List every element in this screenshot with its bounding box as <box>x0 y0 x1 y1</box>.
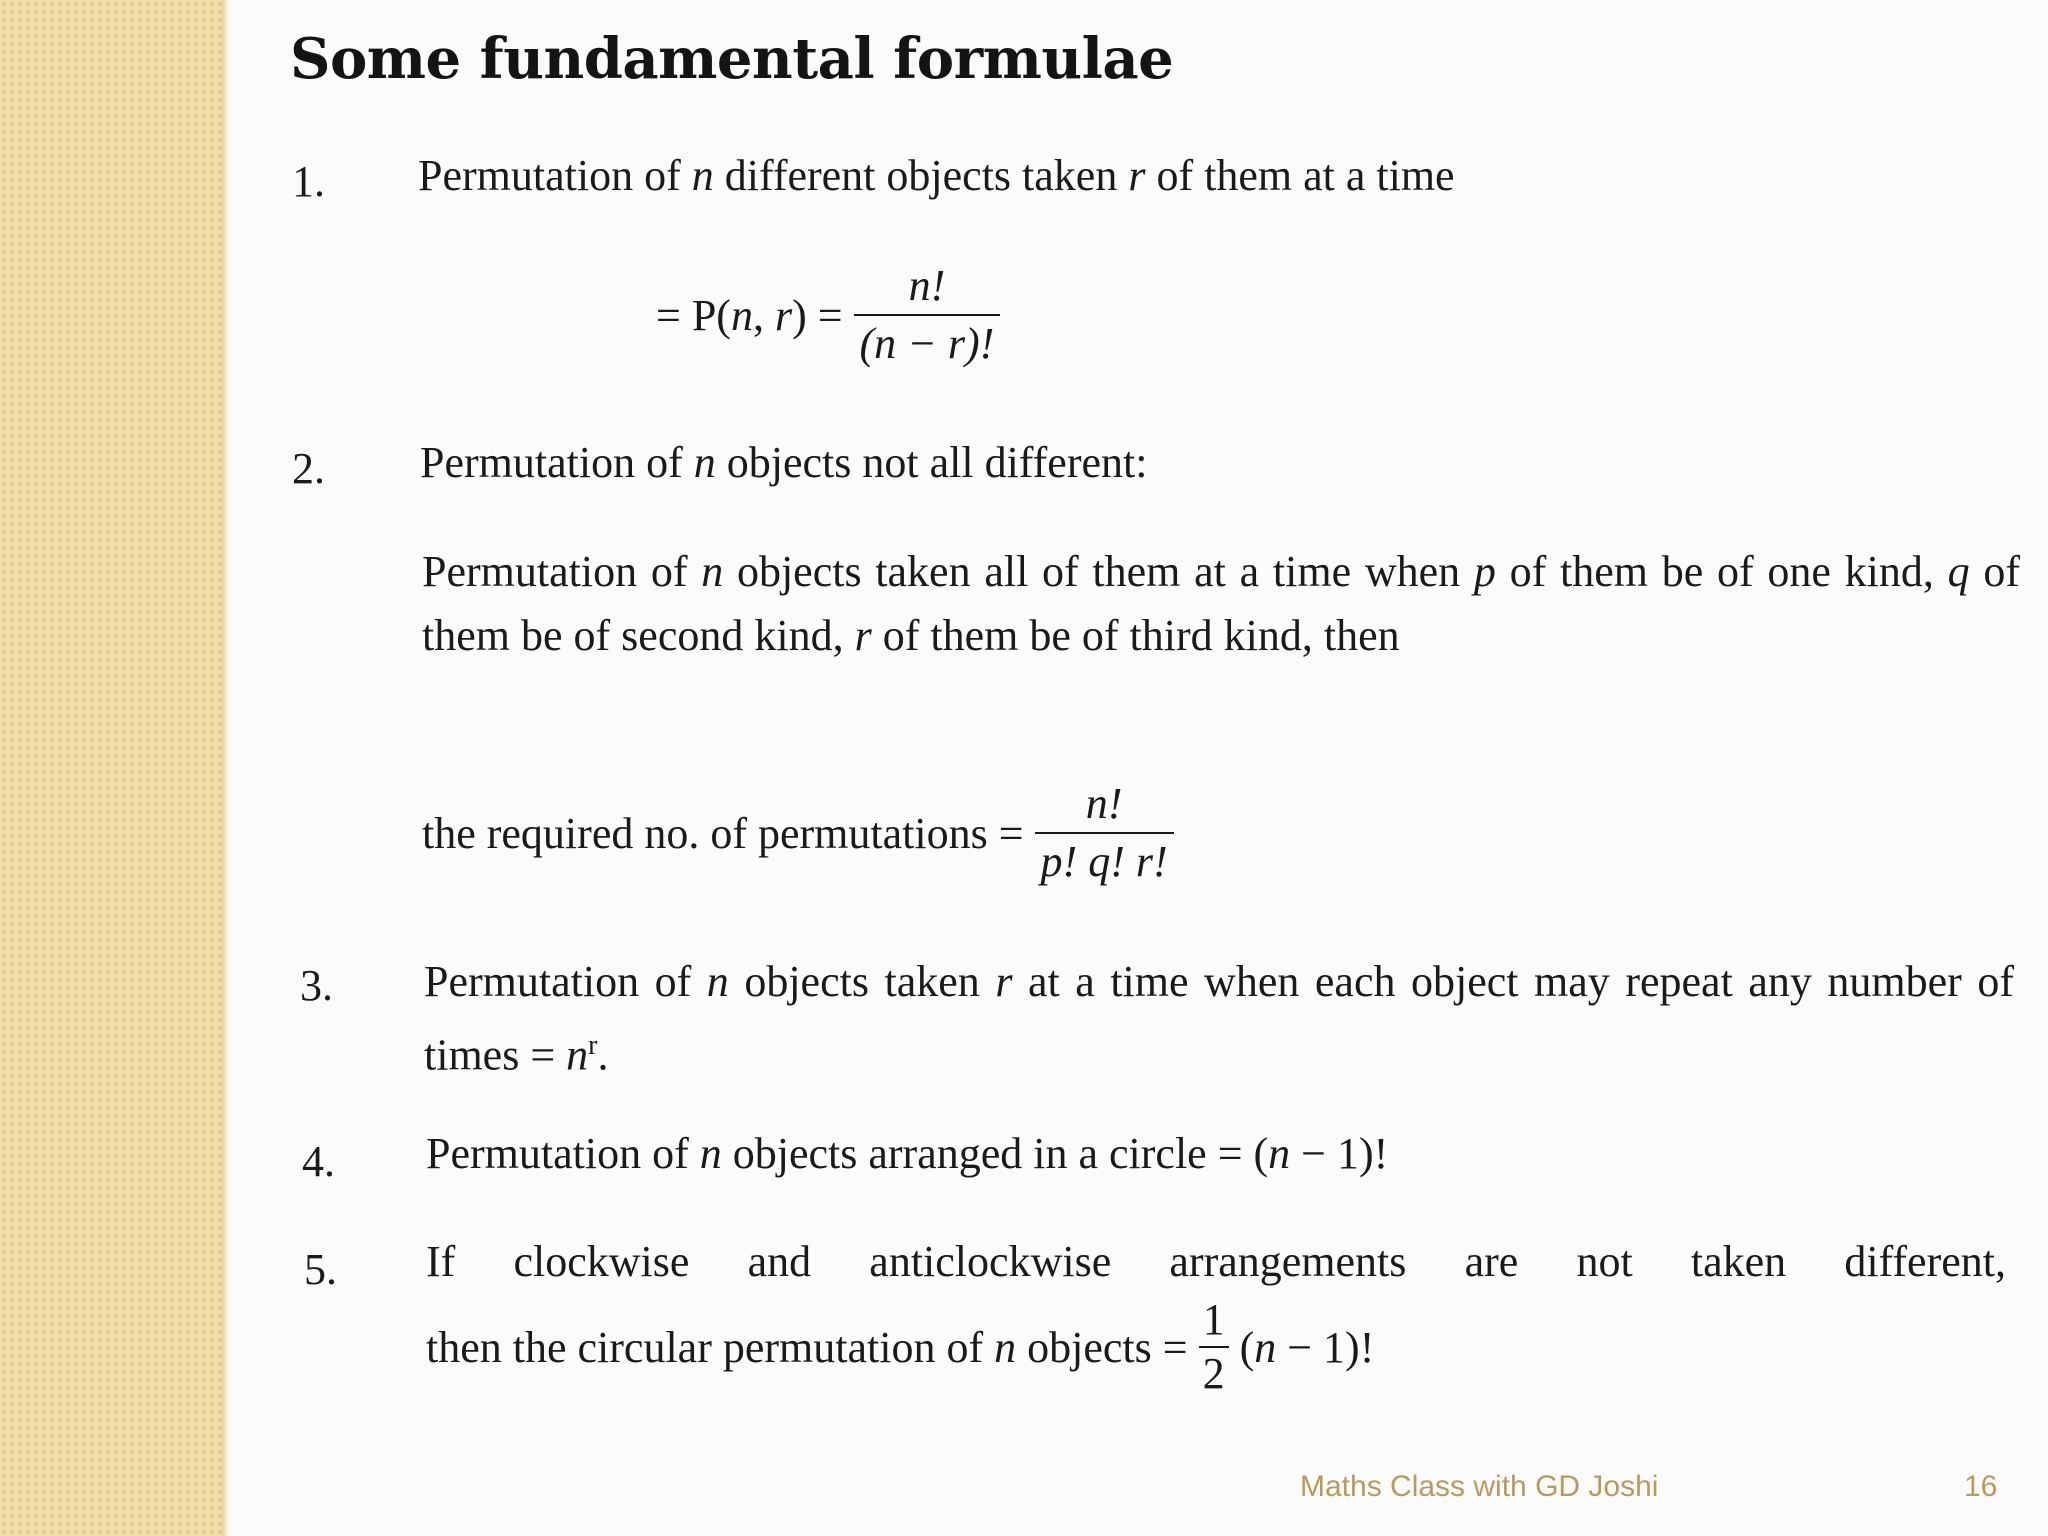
decorative-side-panel <box>0 0 228 1536</box>
item-5-line-2: then the circular permutation of n objects = $\frac{1}{2}$ (n − 1)! <box>426 1295 1375 1399</box>
item-3-text: Permutation of n objects taken r at a time when each object may repeat any number of times = $n^r$. <box>424 957 2014 1080</box>
item-5-line-1: If clockwise and anticlockwise arrangements are not taken different, <box>426 1237 2006 1286</box>
page-number: 16 <box>1964 1470 1998 1503</box>
item-2-denominator: p! q! r! <box>1040 837 1168 887</box>
item-1-number: 1. <box>292 157 325 206</box>
item-1-text: Permutation of n different objects taken r of them at a time <box>418 151 1455 200</box>
item-4-number: 4. <box>302 1137 335 1186</box>
item-1-formula: = P(n, r) = $\frac{n!}{(n - r)!}$ <box>656 262 1000 369</box>
item-2-result: the required no. of permutations = $\frac{n!}{p! q! r!}$ <box>422 780 1174 887</box>
item-4-text: Permutation of n objects arranged in a circle = (n − 1)! <box>426 1129 1389 1178</box>
slide-title: Some fundamental formulae <box>290 26 1174 92</box>
item-3-number: 3. <box>300 961 333 1010</box>
item-5-fraction <box>1199 1296 1229 1399</box>
item-5-denominator: 2 <box>1202 1349 1225 1399</box>
item-1-fraction <box>854 262 1001 369</box>
item-1-numerator: n! <box>854 262 1001 316</box>
item-2-number: 2. <box>292 444 325 493</box>
item-1-denominator: (n − r)! <box>859 319 995 369</box>
item-5-number: 5. <box>304 1245 337 1294</box>
item-5-numerator: 1 <box>1199 1296 1229 1348</box>
item-2-body: Permutation of n objects taken all of them at a time when p of them be of one kind, q of them be of second kind, r of them be of third kind, then <box>422 547 2020 660</box>
item-2-fraction <box>1035 780 1174 887</box>
footer-text: Maths Class with GD Joshi <box>1300 1470 1659 1503</box>
item-2-numerator: n! <box>1035 780 1174 834</box>
item-2-heading: Permutation of n objects not all different: <box>420 438 1148 487</box>
